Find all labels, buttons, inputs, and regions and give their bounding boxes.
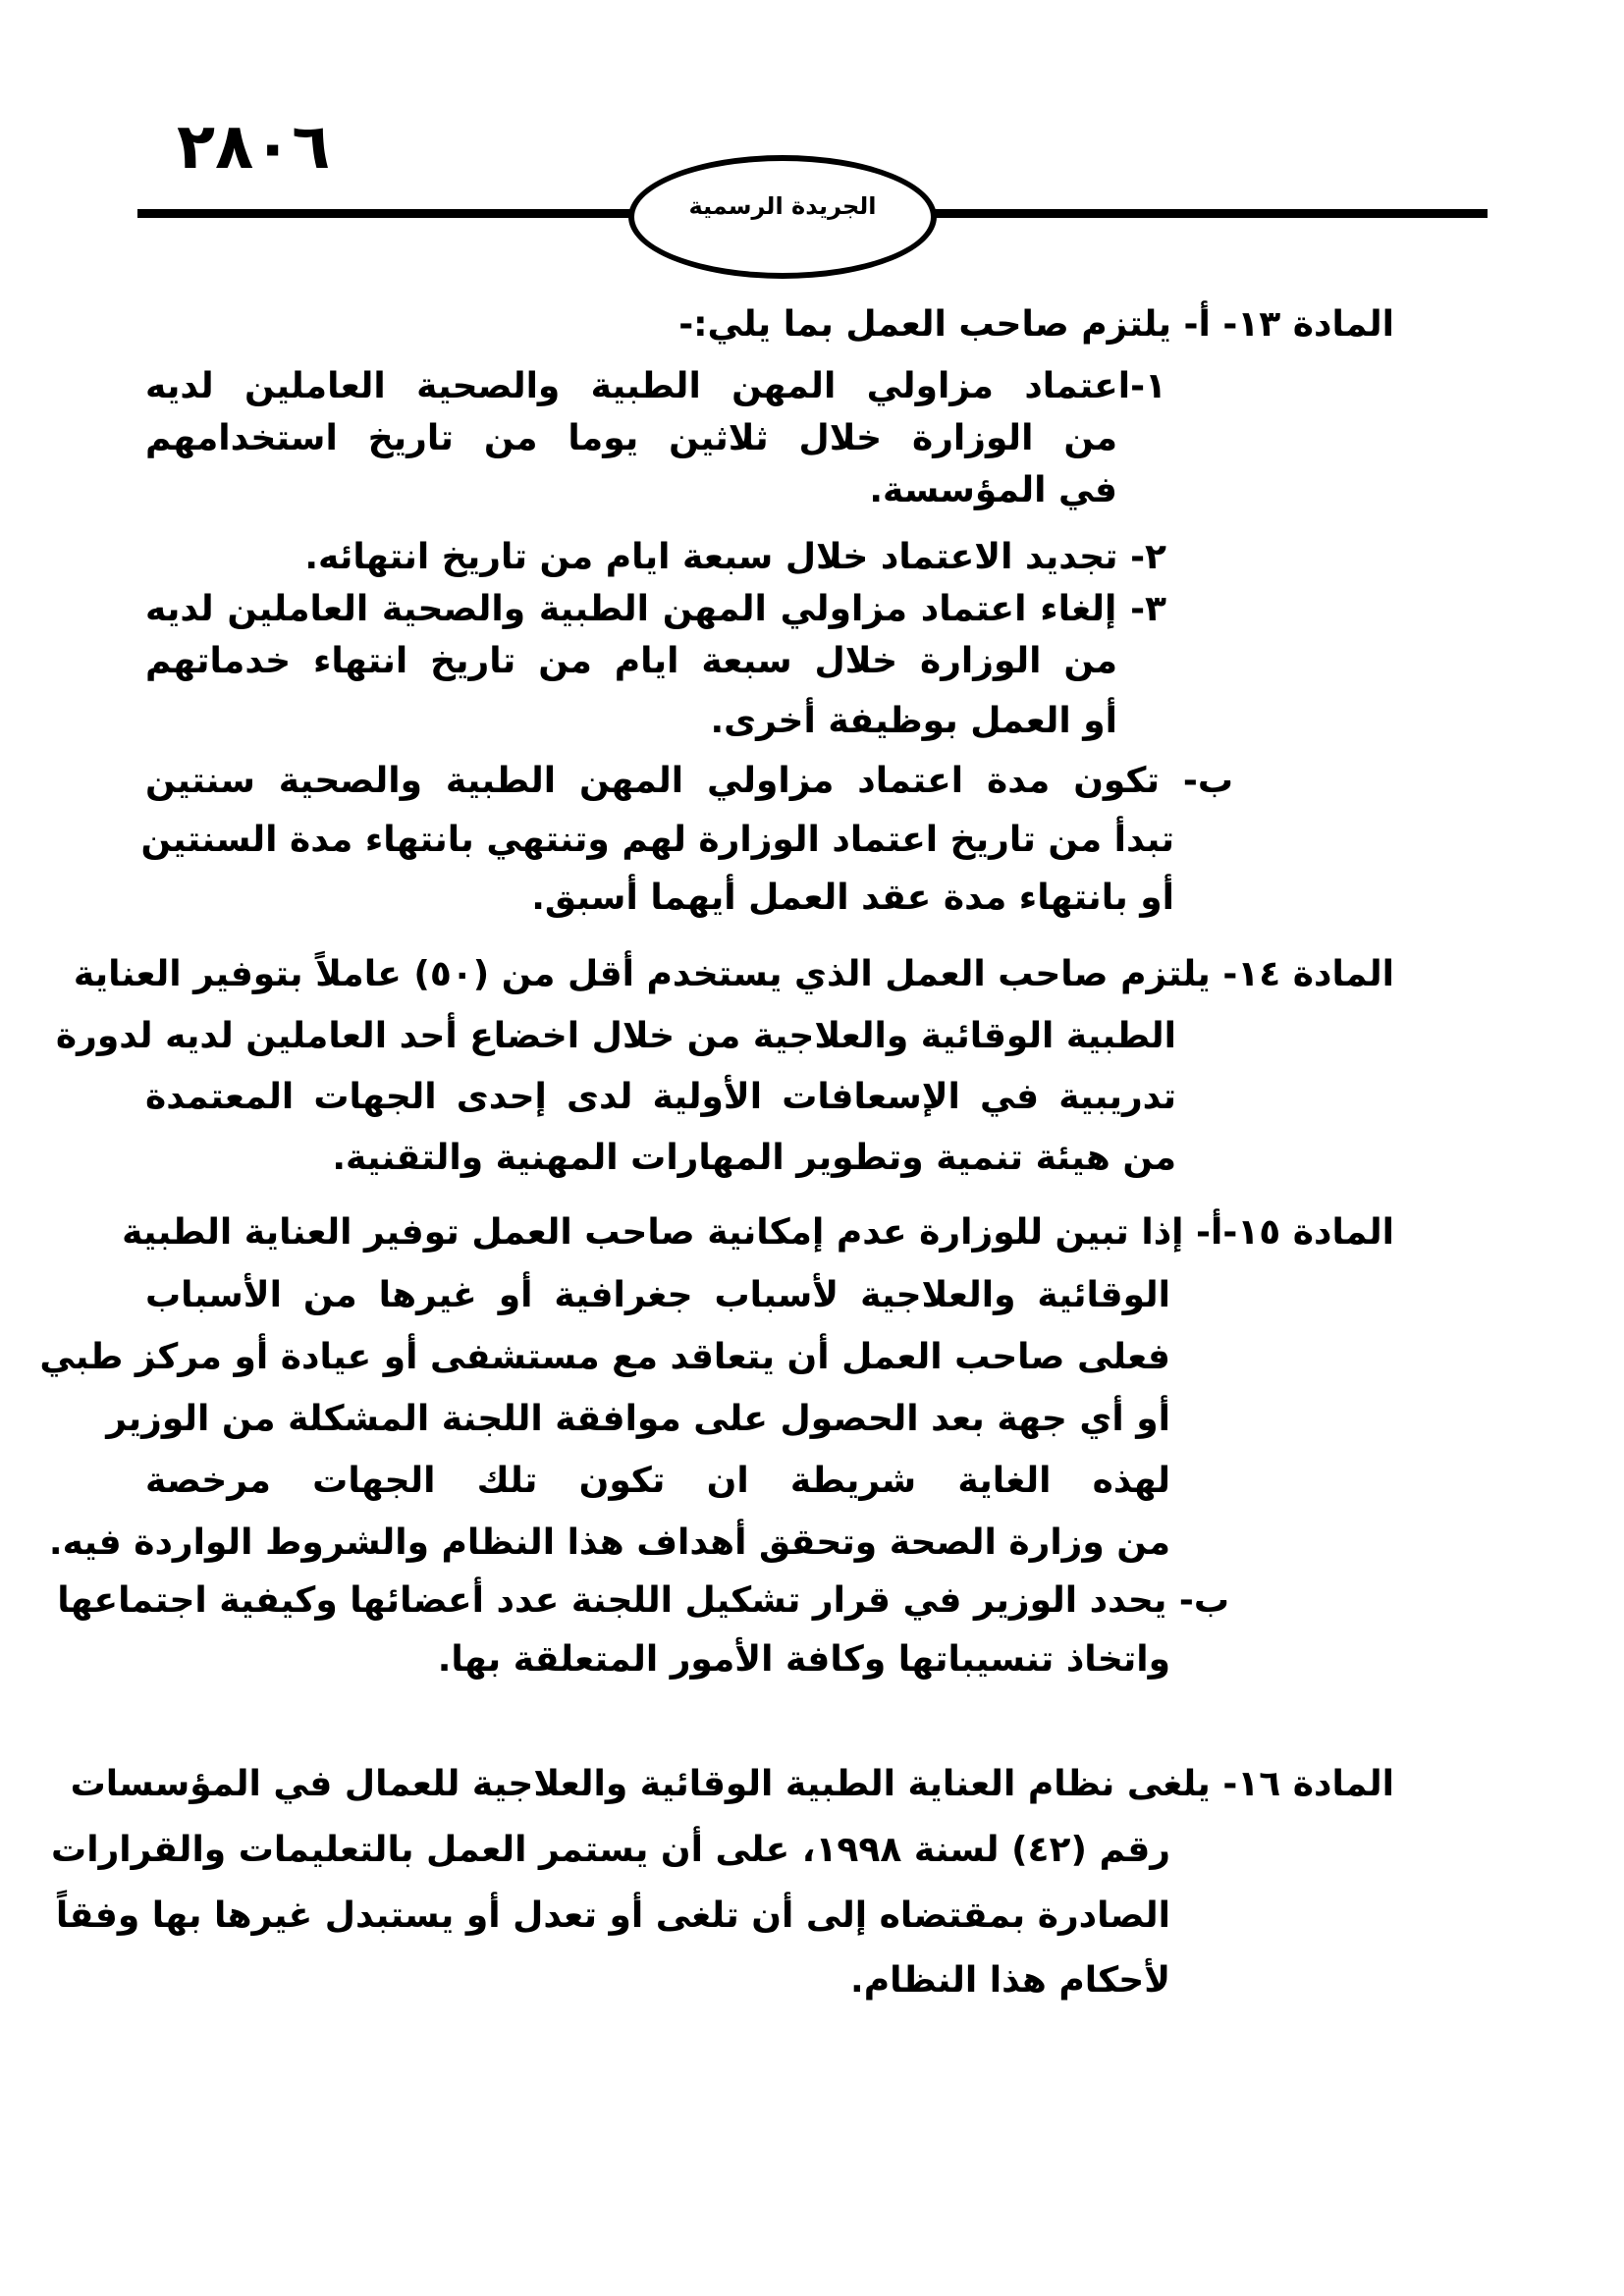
article-13-item1-line2: من الوزارة خلال ثلاثين يوما من تاريخ استخدامهم xyxy=(145,418,1117,458)
article-13-item1-line3: في المؤسسة. xyxy=(869,470,1117,510)
article-13-item2: ٢- تجديد الاعتماد خلال سبعة ايام من تاريخ انتهائه. xyxy=(304,537,1166,577)
article-14-line2: الطبية الوقائية والعلاجية من خلال اخضاع أحد العاملين لديه لدورة xyxy=(55,1016,1176,1056)
article-16-line2: رقم (٤٢) لسنة ١٩٩٨، على أن يستمر العمل بالتعليمات والقرارات xyxy=(51,1830,1170,1870)
article-13-item1-line1: ١-اعتماد مزاولي المهن الطبية والصحية العاملين لديه xyxy=(145,366,1166,406)
article-14-line4: من هيئة تنمية وتطوير المهارات المهنية والتقنية. xyxy=(332,1138,1176,1178)
article-13-item3-line1: ٣- إلغاء اعتماد مزاولي المهن الطبية والصحية العاملين لديه xyxy=(145,589,1166,629)
article-15-b-line1: ب- يحدد الوزير في قرار تشكيل اللجنة عدد أعضائها وكيفية اجتماعها xyxy=(57,1580,1229,1621)
article-16-line1: المادة ١٦- يلغى نظام العناية الطبية الوقائية والعلاجية للعمال في المؤسسات xyxy=(70,1764,1394,1804)
article-13-b-line2: تبدأ من تاريخ اعتماد الوزارة لهم وتنتهي بانتهاء مدة السنتين xyxy=(140,820,1174,860)
header-oval xyxy=(628,155,937,279)
article-15-line3: فعلى صاحب العمل أن يتعاقد مع مستشفى أو عيادة أو مركز طبي xyxy=(39,1337,1170,1377)
article-14-line1: المادة ١٤- يلتزم صاحب العمل الذي يستخدم أقل من (٥٠) عاملاً بتوفير العناية xyxy=(73,954,1394,994)
article-13-heading: المادة ١٣- أ- يلتزم صاحب العمل بما يلي:- xyxy=(678,304,1394,345)
article-14-line3: تدريبية في الإسعافات الأولية لدى إحدى الجهات المعتمدة xyxy=(145,1077,1176,1117)
gazette-title: الجريدة الرسمية xyxy=(688,192,877,220)
page-number: ٢٨٠٦ xyxy=(177,111,331,184)
article-13-item3-line3: أو العمل بوظيفة أخرى. xyxy=(710,701,1117,741)
article-13-item3-line2: من الوزارة خلال سبعة ايام من تاريخ انتهاء خدماتهم xyxy=(145,641,1117,681)
article-13-b-line3: أو بانتهاء مدة عقد العمل أيهما أسبق. xyxy=(531,878,1174,918)
article-15-line4: أو أي جهة بعد الحصول على موافقة اللجنة المشكلة من الوزير xyxy=(106,1399,1170,1439)
article-13-b-line1: ب- تكون مدة اعتماد مزاولي المهن الطبية والصحية سنتين xyxy=(145,761,1233,801)
article-15-line1: المادة ١٥-أ- إذا تبين للوزارة عدم إمكانية صاحب العمل توفير العناية الطبية xyxy=(122,1212,1394,1253)
article-16-line4: لأحكام هذا النظام. xyxy=(850,1960,1170,2001)
article-15-line6: من وزارة الصحة وتحقق أهداف هذا النظام والشروط الواردة فيه. xyxy=(48,1522,1170,1563)
article-15-line2: الوقائية والعلاجية لأسباب جغرافية أو غيرها من الأسباب xyxy=(145,1275,1170,1315)
article-15-line5: لهذه الغاية شريطة ان تكون تلك الجهات مرخصة xyxy=(145,1461,1170,1501)
article-15-b-line2: واتخاذ تنسيباتها وكافة الأمور المتعلقة بها. xyxy=(437,1639,1170,1680)
article-16-line3: الصادرة بمقتضاه إلى أن تلغى أو تعدل أو يستبدل غيرها بها وفقاً xyxy=(55,1896,1170,1936)
